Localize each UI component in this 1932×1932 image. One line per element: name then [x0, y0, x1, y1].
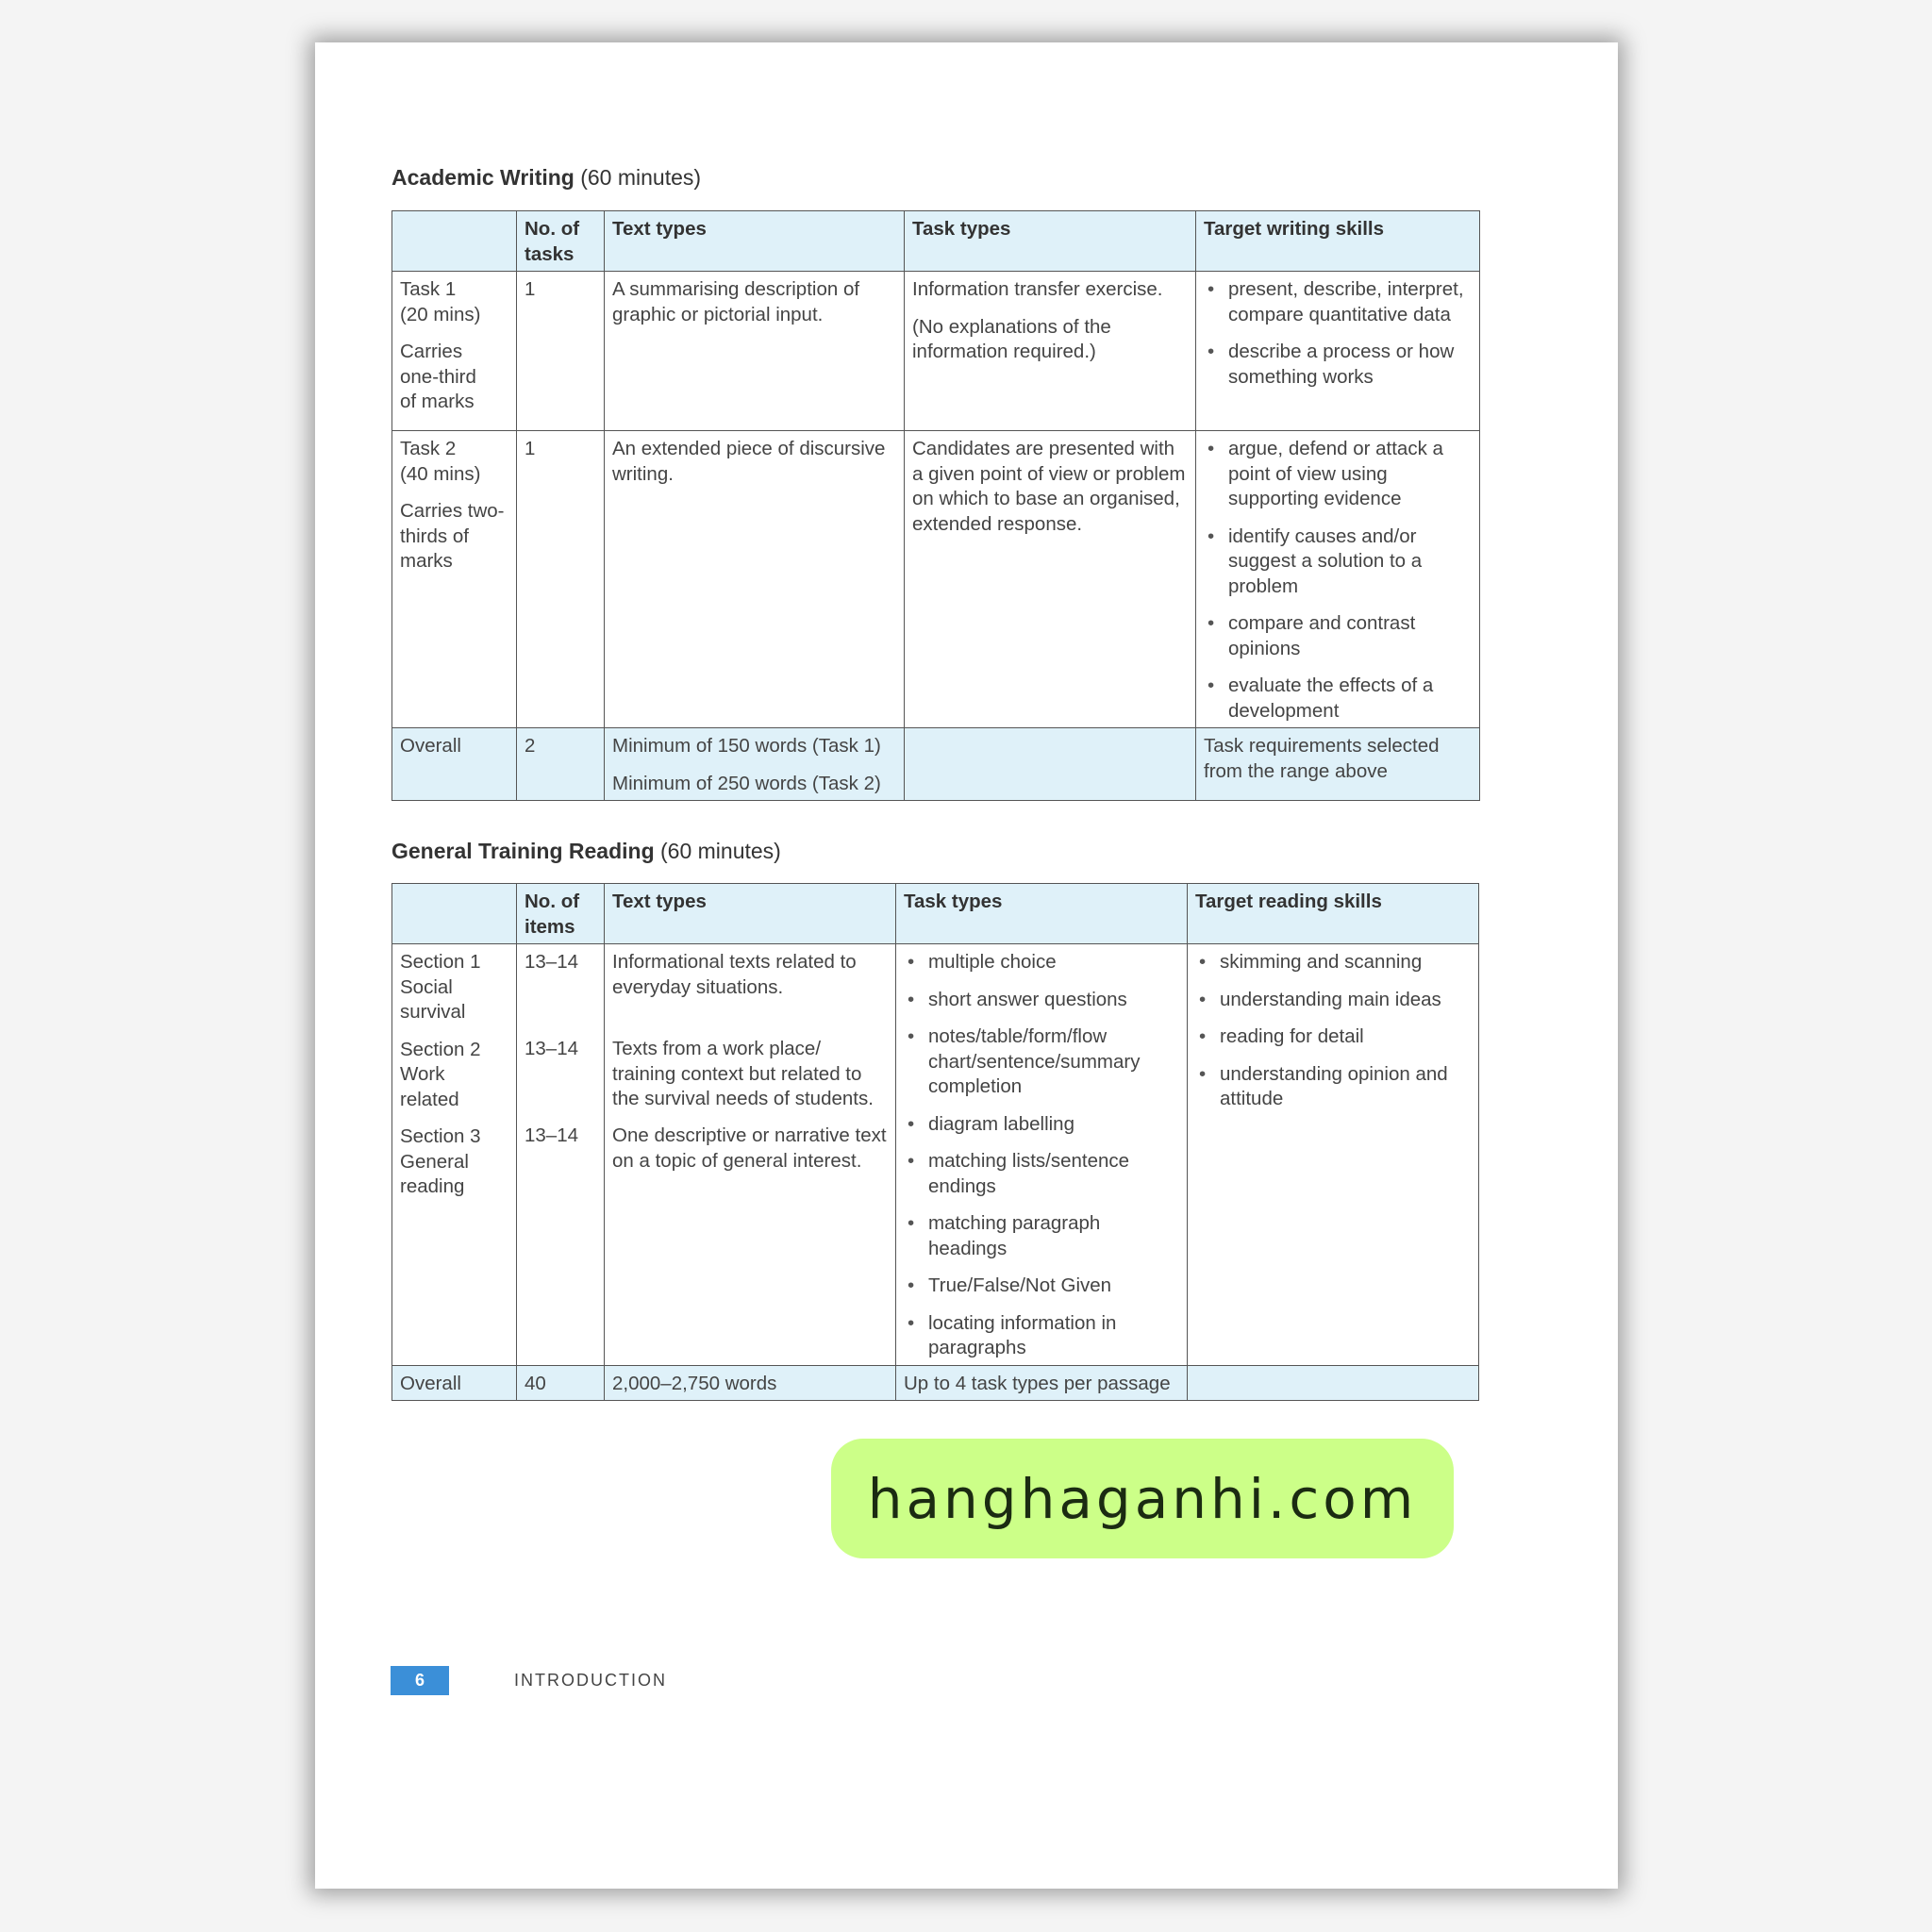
header-cell: No. of items	[517, 884, 605, 944]
overall-task-types	[905, 728, 1196, 801]
section-label: related	[400, 1088, 459, 1110]
header-cell: Task types	[905, 211, 1196, 272]
overall-skills	[1188, 1365, 1479, 1401]
task-type-line: (No explanations of the information required.)	[912, 315, 1111, 362]
section-label: reading	[400, 1175, 465, 1197]
section-duration: (60 minutes)	[580, 165, 702, 190]
task-type-item: • True/False/Not Given	[904, 1274, 1179, 1299]
overall-text-line: Minimum of 250 words (Task 2)	[612, 772, 881, 794]
row-note: of marks	[400, 391, 475, 412]
section-count: 13–14	[525, 951, 579, 973]
row-note: marks	[400, 550, 453, 572]
table-header-row	[392, 211, 1480, 272]
task-type-item: • notes/table/form/flow chart/sentence/summary completion	[904, 1024, 1179, 1100]
text-types-cell	[605, 944, 896, 1366]
header-cell	[392, 211, 517, 272]
skill-item: • skimming and scanning	[1195, 950, 1471, 975]
page-number-badge: 6	[391, 1666, 449, 1695]
row-note: one-third	[400, 365, 476, 388]
overall-count: 40	[517, 1365, 605, 1401]
task-type-item: • diagram labelling	[904, 1112, 1179, 1138]
count-cell: 1	[517, 272, 605, 431]
overall-task-types: Up to 4 task types per passage	[896, 1365, 1188, 1401]
section-label: Work	[400, 1063, 445, 1085]
table-row	[392, 272, 1480, 431]
count-cell: 1	[517, 431, 605, 728]
row-note: thirds of	[400, 525, 469, 547]
header-cell: Text types	[605, 211, 905, 272]
section-label: Section 1	[400, 951, 481, 973]
overall-row	[392, 1365, 1479, 1401]
row-note: Carries	[400, 341, 463, 362]
task-type-item: • matching lists/sentence endings	[904, 1149, 1179, 1199]
document-page	[315, 42, 1618, 1889]
overall-text-line: Minimum of 150 words (Task 1)	[612, 735, 881, 757]
header-cell: No. of tasks	[517, 211, 605, 272]
skill-item: • present, describe, interpret, compare quantitative data	[1204, 277, 1472, 327]
section-title-text: Academic Writing	[391, 165, 575, 190]
section-count: 13–14	[525, 1124, 579, 1146]
header-cell: Task types	[896, 884, 1188, 944]
section-count: 13–14	[525, 1038, 579, 1059]
task-type-line: Information transfer exercise.	[912, 278, 1163, 300]
skill-item: • argue, defend or attack a point of view using supporting evidence	[1204, 437, 1472, 512]
header-cell	[392, 884, 517, 944]
overall-label: Overall	[392, 1365, 517, 1401]
academic-writing-title	[391, 165, 701, 191]
row-label: (20 mins)	[400, 303, 481, 325]
table-row	[392, 944, 1479, 1366]
general-reading-title	[391, 839, 781, 864]
items-count-cell	[517, 944, 605, 1366]
section-label: Section 3	[400, 1125, 481, 1147]
row-label-cell	[392, 272, 517, 431]
row-note: Carries two-	[400, 500, 505, 522]
skill-item: • understanding main ideas	[1195, 988, 1471, 1013]
skill-item: • understanding opinion and attitude	[1195, 1062, 1471, 1112]
skill-item: • reading for detail	[1195, 1024, 1471, 1050]
overall-skills: Task requirements selected from the range above	[1196, 728, 1480, 801]
section-text-type: Informational texts related to everyday situations.	[612, 951, 857, 998]
academic-writing-table	[391, 210, 1480, 801]
overall-row	[392, 728, 1480, 801]
task-type-item: • short answer questions	[904, 988, 1179, 1013]
section-labels-cell	[392, 944, 517, 1366]
skill-item: • describe a process or how something works	[1204, 340, 1472, 390]
skills-cell	[1196, 431, 1480, 728]
section-label: survival	[400, 1001, 466, 1023]
section-label: Section 2	[400, 1038, 481, 1060]
table-row	[392, 431, 1480, 728]
overall-count: 2	[517, 728, 605, 801]
text-types-cell: An extended piece of discursive writing.	[605, 431, 905, 728]
row-label: Task 1	[400, 278, 457, 300]
row-label-cell	[392, 431, 517, 728]
skill-item: • compare and contrast opinions	[1204, 611, 1472, 661]
watermark-banner: hanghaganhi.com	[831, 1439, 1454, 1558]
text-types-cell: A summarising description of graphic or pictorial input.	[605, 272, 905, 431]
skills-cell	[1196, 272, 1480, 431]
general-reading-table	[391, 883, 1479, 1401]
overall-text-types: 2,000–2,750 words	[605, 1365, 896, 1401]
task-type-item: • matching paragraph headings	[904, 1211, 1179, 1261]
section-label: Social	[400, 975, 453, 998]
header-cell: Text types	[605, 884, 896, 944]
header-cell: Target reading skills	[1188, 884, 1479, 944]
skill-item: • evaluate the effects of a development	[1204, 674, 1472, 724]
header-cell: Target writing skills	[1196, 211, 1480, 272]
table-header-row	[392, 884, 1479, 944]
row-label: (40 mins)	[400, 462, 481, 485]
skill-item: • identify causes and/or suggest a solution to a problem	[1204, 525, 1472, 600]
section-title-text: General Training Reading	[391, 839, 655, 863]
skills-cell	[1188, 944, 1479, 1366]
task-types-cell: Candidates are presented with a given point of view or problem on which to base an organised, extended response.	[905, 431, 1196, 728]
task-types-cell	[896, 944, 1188, 1366]
section-text-type: One descriptive or narrative text on a topic of general interest.	[612, 1124, 887, 1172]
section-label: General	[400, 1150, 469, 1173]
section-text-type: Texts from a work place/ training context but related to the survival needs of students.	[612, 1038, 874, 1109]
overall-label: Overall	[392, 728, 517, 801]
footer-section-label: INTRODUCTION	[514, 1671, 667, 1690]
section-duration: (60 minutes)	[660, 839, 781, 863]
task-type-item: • locating information in paragraphs	[904, 1311, 1179, 1361]
row-label: Task 2	[400, 438, 457, 459]
overall-text-types	[605, 728, 905, 801]
task-type-item: • multiple choice	[904, 950, 1179, 975]
task-types-cell	[905, 272, 1196, 431]
